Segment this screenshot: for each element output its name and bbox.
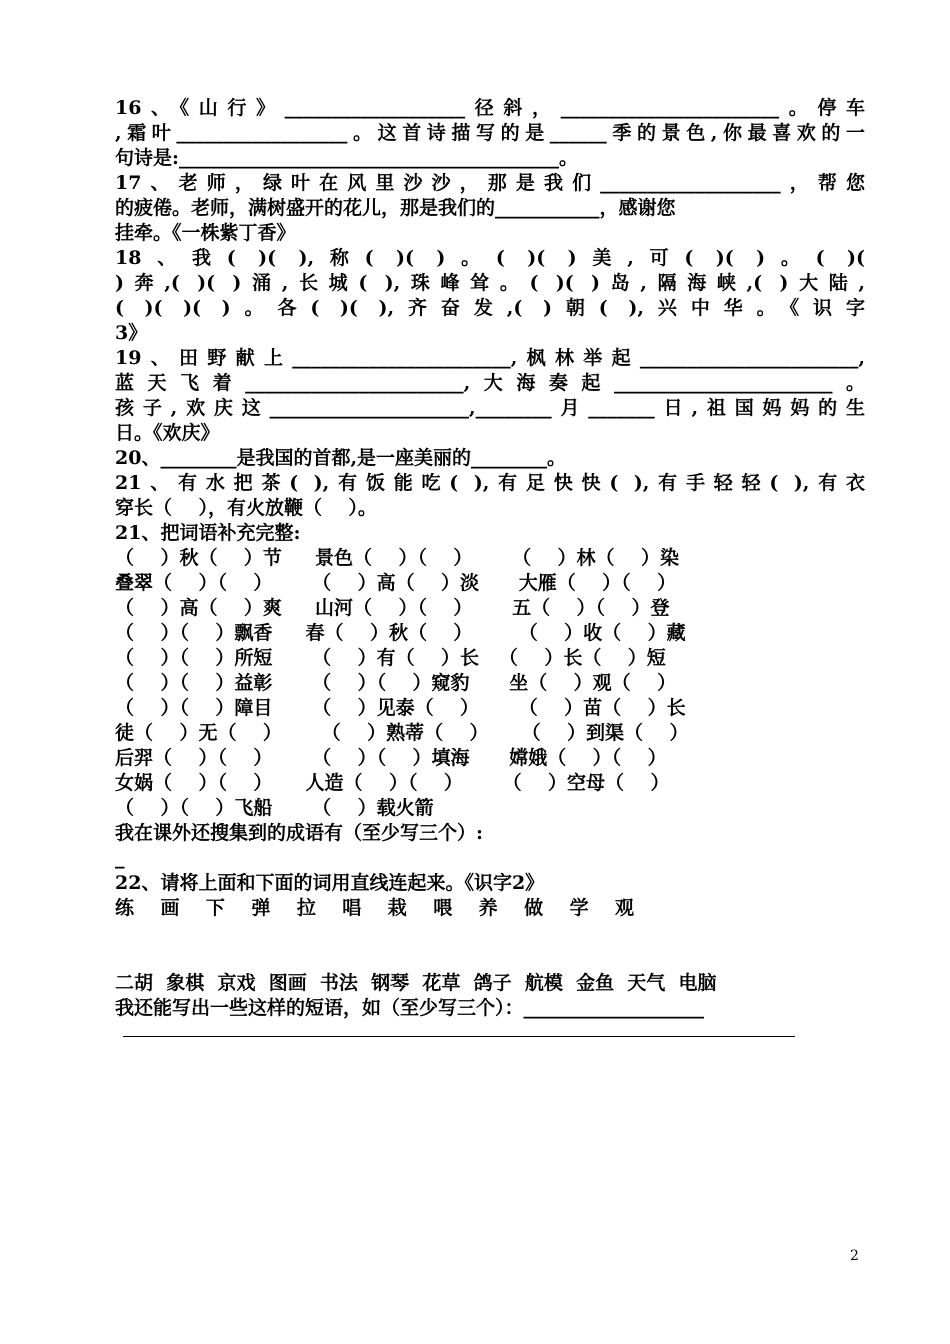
q19-line-3: 孩子,欢庆这_____________________,________月_______日,祖国妈妈的生	[115, 397, 865, 419]
q19-line-4: 日。《欢庆》	[115, 422, 220, 444]
idiom-row-1: （ ）秋（ ）节 景色（ ）（ ） （ ）林（ ）染	[115, 547, 680, 569]
idiom-row-4: （ ）（ ）飘香 春（ ）秋（ ） （ ）收（ ）藏	[115, 622, 686, 644]
idiom-row-8: 徒（ ）无（ ） （ ）熟蒂（ ） （ ）到渠（ ）	[115, 722, 689, 744]
q17-line-2: 的疲倦。老师，满树盛开的花儿，那是我们的___________，感谢您	[115, 197, 676, 219]
q20-line: 20、________是我国的首都,是一座美丽的________。	[115, 447, 567, 469]
answer-underline	[123, 1036, 795, 1037]
q19-line-1: 19、田野献上_______________________,枫林举起_______________________,	[115, 347, 865, 369]
q18-line-2: )奔,( )( )涌,长城( ),珠峰耸。( )( )岛,隔海峡,( )大陆,	[115, 272, 865, 294]
q22-title: 22、请将上面和下面的词用直线连起来。《识字2》	[115, 872, 545, 894]
page-number: 2	[850, 1248, 859, 1264]
idiom-row-7: （ ）（ ）障目 （ ）见泰（ ） （ ）苗（ ）长	[115, 697, 686, 719]
idiom-row-3: （ ）高（ ）爽 山河（ ）（ ） 五（ ）（ ）登	[115, 597, 670, 619]
q17-line-3: 挂牵。《一株紫丁香》	[115, 222, 296, 244]
q16-line-2: ,霜叶__________________。这首诗描写的是______季的景色,你最喜欢的一	[115, 122, 865, 144]
idiom-row-11: （ ）（ ）飞船 （ ）载火箭	[115, 797, 434, 819]
q18-line-3: ( )( )( )。各( )( ),齐奋发,( )朝( ),兴中华。《识字	[115, 297, 865, 319]
idiom-extra-blank: _	[115, 847, 125, 869]
idiom-row-2: 叠翠（ ）（ ） （ ）高（ ）淡 大雁（ ）（ ）	[115, 572, 677, 594]
idiom-row-9: 后羿（ ）（ ） （ ）（ ）填海 嫦娥（ ）（ ）	[115, 747, 667, 769]
spacer	[115, 921, 865, 971]
q17-line-1: 17、老师，绿叶在风里沙沙，那是我们___________________，帮您	[115, 172, 865, 194]
q21b-title: 21、把词语补充完整:	[115, 522, 301, 544]
q18-line-1: 18、我( )( ),称( )( )。( )( )美,可( )( )。( )(	[115, 247, 865, 269]
q18-line-4: 3》	[115, 322, 148, 344]
q21-line-1: 21、有水把茶( ),有饭能吃( ),有足快快( ),有手轻轻( ),有衣	[115, 472, 865, 494]
q16-line-3: 句诗是:________________________________________。	[115, 147, 579, 169]
worksheet-content	[115, 96, 865, 1021]
q22-verbs-row: 练 画 下 弹 拉 唱 栽 喂 养 做 学 观	[115, 897, 635, 919]
idiom-extra-prompt: 我在课外还搜集到的成语有（至少写三个）:	[115, 822, 484, 844]
idiom-row-6: （ ）（ ）益彰 （ ）（ ）窥豹 坐（ ）观（ ）	[115, 672, 677, 694]
q22-nouns-row: 二胡 象棋 京戏 图画 书法 钢琴 花草 鸽子 航模 金鱼 天气 电脑	[115, 972, 717, 994]
q19-line-2: 蓝天飞着_______________________,大海奏起_______________________。	[115, 372, 865, 394]
idiom-row-5: （ ）（ ）所短 （ ）有（ ）长 （ ）长（ ）短	[115, 647, 666, 669]
q21-line-2: 穿长（ ），有火放鞭（ ）。	[115, 497, 377, 519]
q16-line-1: 16、《山行》___________________径斜，_______________________。停车	[115, 97, 865, 119]
q22-extra-prompt: 我还能写出一些这样的短语，如（至少写三个）：___________________	[115, 997, 705, 1019]
idiom-row-10: 女娲（ ）（ ） 人造（ ）（ ） （ ）空母（ ）	[115, 772, 670, 794]
